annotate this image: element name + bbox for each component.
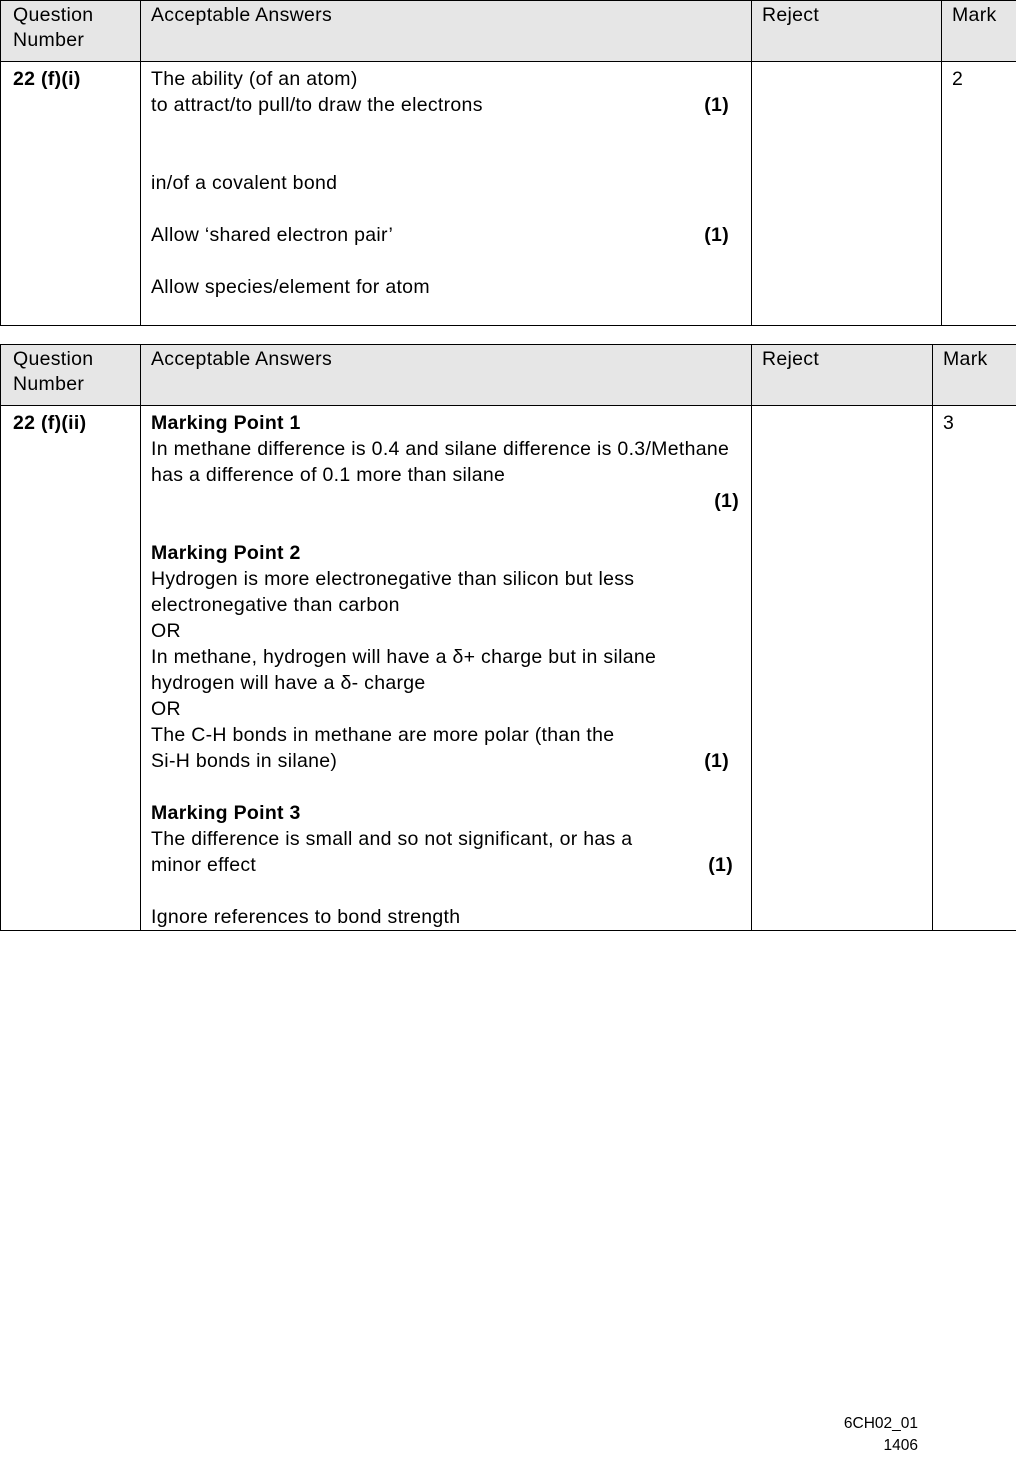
marking-point-2-text-c: The C-H bonds in methane are more polar (than the bbox=[151, 722, 743, 748]
acceptable-answers-cell bbox=[141, 62, 752, 326]
marking-point-3-title: Marking Point 3 bbox=[151, 800, 743, 826]
header-reject: Reject bbox=[752, 345, 933, 406]
mark-allocation: (1) bbox=[151, 488, 743, 514]
table-row bbox=[1, 406, 1016, 931]
marking-point-1-text: In methane difference is 0.4 and silane difference is 0.3/Methane has a difference of 0.1 more than silane bbox=[151, 436, 743, 488]
question-number: 22 (f)(ii) bbox=[1, 406, 141, 931]
marking-point-2-text-a: Hydrogen is more electronegative than silicon but less electronegative than carbon bbox=[151, 566, 743, 618]
answer-text: minor effect bbox=[151, 852, 256, 878]
answer-line-with-mark bbox=[151, 92, 729, 118]
answer-text: Allow ‘shared electron pair’ bbox=[151, 222, 393, 248]
answer-text: Si-H bonds in silane) bbox=[151, 748, 337, 774]
or-label: OR bbox=[151, 696, 743, 722]
answer-text: to attract/to pull/to draw the electrons bbox=[151, 92, 483, 118]
header-question-number: Question Number bbox=[1, 345, 141, 406]
marking-point-3-text: The difference is small and so not significant, or has a bbox=[151, 826, 743, 852]
mark-allocation: (1) bbox=[704, 748, 729, 774]
answer-line-with-mark bbox=[151, 852, 733, 878]
answer-line: Allow species/element for atom bbox=[151, 274, 741, 300]
mark-scheme-table-f-ii bbox=[0, 344, 1016, 931]
header-reject: Reject bbox=[752, 1, 942, 62]
reject-cell bbox=[752, 406, 933, 931]
answer-line-with-mark bbox=[151, 222, 729, 248]
spacer bbox=[151, 248, 741, 274]
spacer bbox=[151, 514, 743, 540]
question-number: 22 (f)(i) bbox=[1, 62, 141, 326]
mark-cell: 3 bbox=[933, 406, 1016, 931]
table-header-row bbox=[1, 1, 1016, 62]
mark-scheme-table-f-i bbox=[0, 0, 1016, 326]
marking-point-2-text-b: In methane, hydrogen will have a δ+ charge but in silane hydrogen will have a δ- charge bbox=[151, 644, 743, 696]
acceptable-answers-cell bbox=[141, 406, 752, 931]
spacer bbox=[151, 878, 743, 904]
ignore-note: Ignore references to bond strength bbox=[151, 904, 743, 930]
spacer bbox=[151, 774, 743, 800]
footer-number: 1406 bbox=[844, 1435, 918, 1457]
marking-point-1-title: Marking Point 1 bbox=[151, 410, 743, 436]
spacer bbox=[151, 118, 741, 170]
table-row bbox=[1, 62, 1016, 326]
page-footer bbox=[844, 1413, 918, 1457]
mark-allocation: (1) bbox=[704, 222, 729, 248]
header-mark: Mark bbox=[933, 345, 1016, 406]
answer-line-with-mark bbox=[151, 748, 729, 774]
reject-cell bbox=[752, 62, 942, 326]
mark-allocation: (1) bbox=[704, 92, 729, 118]
marking-point-2-title: Marking Point 2 bbox=[151, 540, 743, 566]
paper-code: 6CH02_01 bbox=[844, 1413, 918, 1435]
header-acceptable-answers: Acceptable Answers bbox=[141, 1, 752, 62]
header-acceptable-answers: Acceptable Answers bbox=[141, 345, 752, 406]
answer-line: The ability (of an atom) bbox=[151, 66, 741, 92]
spacer bbox=[151, 196, 741, 222]
header-mark: Mark bbox=[942, 1, 1016, 62]
mark-allocation: (1) bbox=[708, 852, 733, 878]
table-header-row bbox=[1, 345, 1016, 406]
answer-line: in/of a covalent bond bbox=[151, 170, 741, 196]
or-label: OR bbox=[151, 618, 743, 644]
header-question-number: Question Number bbox=[1, 1, 141, 62]
mark-cell: 2 bbox=[942, 62, 1016, 326]
